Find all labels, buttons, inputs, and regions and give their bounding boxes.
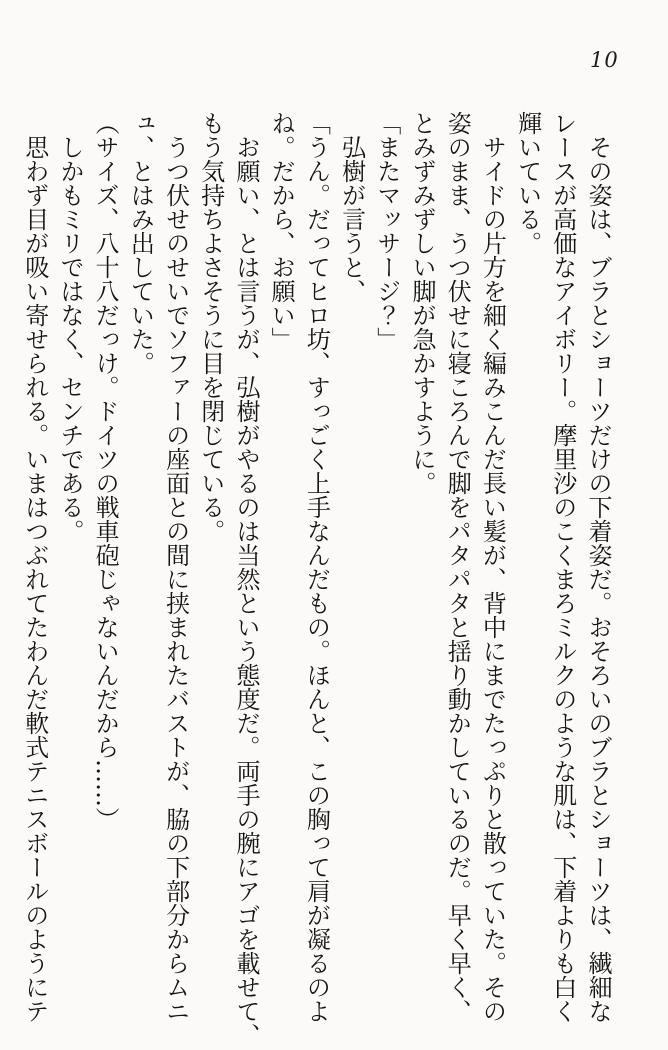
text-line: 弘樹が言うと、: [337, 135, 366, 303]
text-line: その姿は、ブラとショーツだけの下着姿だ。おそろいのブラとショーツは、繊細な: [584, 135, 612, 1023]
page-number: 10: [590, 48, 619, 72]
text-line: もう気持ちよさそうに目を閉じている。: [196, 111, 225, 543]
text-line: 思わず目が吸い寄せられる。いまはつぶれてたわんだ軟式テニスボールのようにテ: [20, 135, 49, 1023]
text-line: （サイズ、八十八だっけ。ドイツの戦車砲じゃないんだから……）: [91, 111, 120, 831]
text-line: 「またマッサージ？」: [372, 111, 401, 351]
text-line: 輝いている。: [513, 111, 542, 255]
text-line: ュ、とはみ出していた。: [126, 111, 155, 375]
text-line: とみずみずしい脚が急かすように。: [407, 111, 436, 495]
text-line: サイドの片方を細く編みこんだ長い髪が、背中にまでたっぷりと散っていた。その: [478, 135, 507, 1023]
vertical-text-block: [17, 111, 615, 1047]
text-line: ね。だから、お願い」: [267, 111, 296, 351]
text-line: 姿のまま、うつ伏せに寝ころんで脚をパタパタと揺り動かしているのだ。早く早く、: [443, 111, 472, 1023]
text-line: レースが高価なアイボリー。摩里沙のこくまろミルクのような肌は、下着よりも白く: [548, 111, 577, 1023]
text-line: うつ伏せのせいでソファーの座面との間に挟まれたバストが、脇の下部分からムニ: [161, 135, 190, 1023]
text-line: お願い、とは言うが、弘樹がやるのは当然という態度だ。両手の腕にアゴを載せて、: [231, 135, 260, 1047]
text-line: 「うん。だってヒロ坊、すっごく上手なんだもの。ほんと、この胸って肩が凝るのよ: [302, 111, 331, 1023]
text-line: しかもミリではなく、センチである。: [55, 135, 84, 543]
